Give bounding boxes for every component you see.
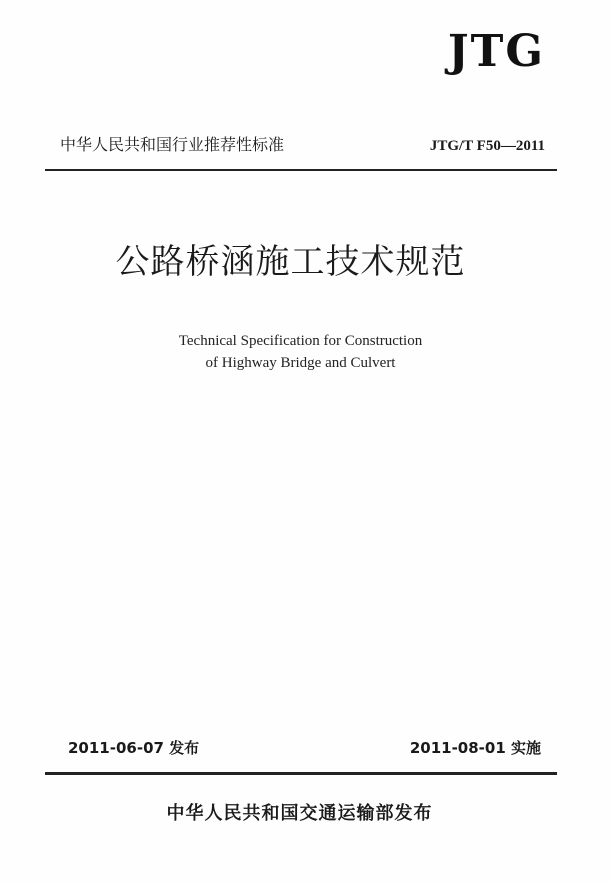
issue-date: 2011-06-07 发布 (68, 739, 200, 757)
bottom-divider (45, 772, 557, 775)
english-title-line-2: of Highway Bridge and Culvert (205, 355, 396, 371)
top-divider (45, 169, 557, 171)
publisher: 中华人民共和国交通运输部发布 (166, 803, 433, 824)
standard-number: JTG/T F50—2011 (429, 138, 545, 154)
implementation-date: 2011-08-01 实施 (409, 739, 541, 757)
standard-type: 中华人民共和国行业推荐性标准 (60, 135, 285, 154)
document-title-english (0, 330, 611, 374)
jtg-logo: JTG (447, 26, 545, 77)
english-title-line-1: Technical Specification for Construction (178, 333, 423, 349)
document-title-chinese: 公路桥涵施工技术规范 (115, 242, 466, 282)
